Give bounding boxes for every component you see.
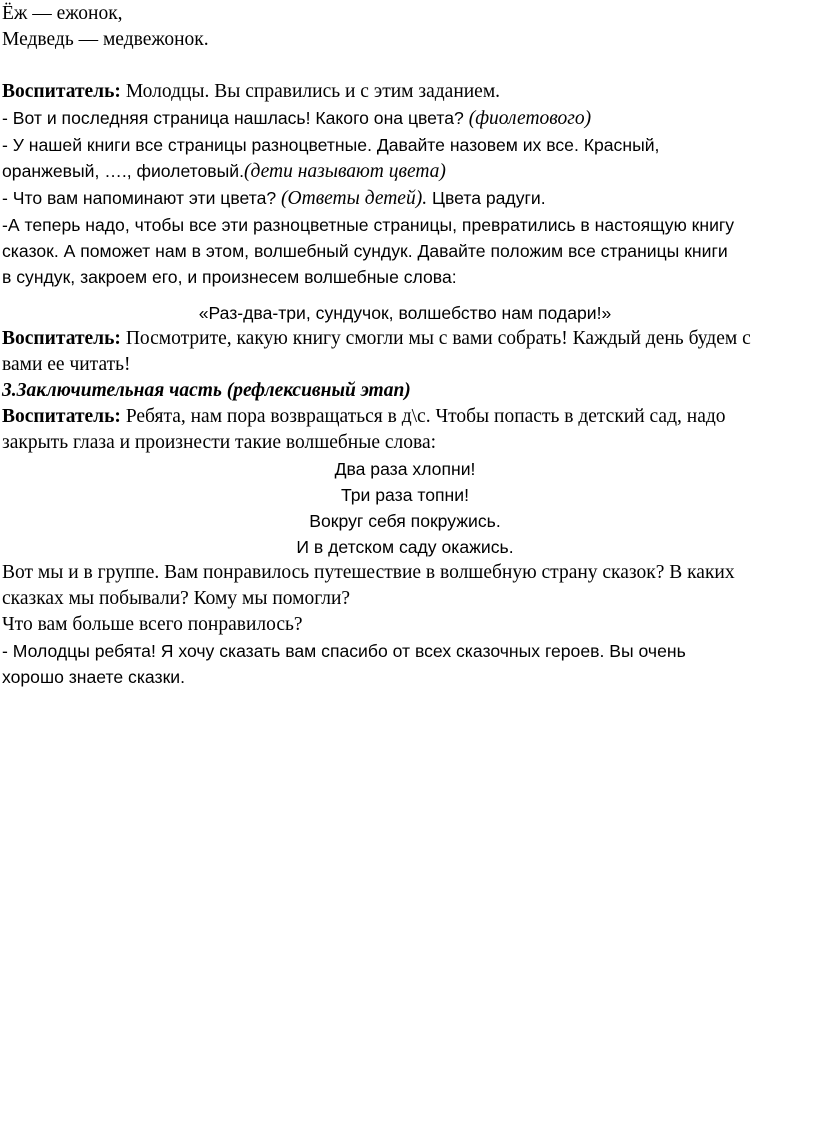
text-fragment: Молодцы. Вы справились и с этим заданием. (120, 81, 501, 102)
speaker-label: Воспитатель: (2, 406, 121, 427)
text-fragment: - Вот и последняя страница нашлась! Какого она цвета? (2, 108, 469, 128)
text-line (2, 326, 808, 352)
text-line (2, 404, 808, 430)
text-fragment: Цвета радуги. (427, 188, 546, 208)
speaker-label: Воспитатель: (2, 328, 121, 349)
text-line: сказках мы побывали? Кому мы помогли? (2, 588, 351, 609)
italic-note: (дети называют цвета) (244, 161, 446, 182)
poem-line: Вокруг себя покружись. (309, 511, 501, 531)
text-line: Вот мы и в группе. Вам понравилось путешествие в волшебную страну сказок? В каких (2, 562, 735, 583)
text-line (2, 79, 808, 105)
poem-line: И в детском саду окажись. (296, 537, 514, 557)
poem-line: Три раза топни! (341, 485, 469, 505)
text-line (2, 158, 808, 185)
text-line: хорошо знаете сказки. (2, 667, 185, 687)
poem-line: Два раза хлопни! (334, 459, 476, 479)
text-line: в сундук, закроем его, и произнесем волшебные слова: (2, 267, 457, 287)
text-line: сказок. А поможет нам в этом, волшебный сундук. Давайте положим все страницы книги (2, 241, 728, 261)
text-line (2, 185, 808, 212)
text-line: - Молодцы ребята! Я хочу сказать вам спасибо от всех сказочных героев. Вы очень (2, 641, 686, 661)
text-fragment: Ребята, нам пора возвращаться в д\с. Чтобы попасть в детский сад, надо (120, 406, 726, 427)
text-line: вами ее читать! (2, 354, 131, 375)
text-line: Ёж — ежонок, (2, 3, 123, 24)
blank-line (2, 53, 808, 79)
magic-words-line: «Раз-два-три, сундучок, волшебство нам подари!» (198, 303, 612, 323)
text-line (2, 105, 808, 132)
text-line: - У нашей книги все страницы разноцветные. Давайте назовем их все. Красный, (2, 135, 660, 155)
text-line: закрыть глаза и произнести такие волшебные слова: (2, 432, 437, 453)
section-heading: 3.Заключительная часть (рефлексивный этап) (2, 380, 411, 401)
text-line: -А теперь надо, чтобы все эти разноцветные страницы, превратились в настоящую книгу (2, 215, 735, 235)
italic-note: (Ответы детей). (281, 188, 428, 209)
text-line: Что вам больше всего понравилось? (2, 614, 303, 635)
speaker-label: Воспитатель: (2, 81, 121, 102)
italic-note: (фиолетового) (468, 108, 592, 129)
text-fragment: - Что вам напоминают эти цвета? (2, 188, 282, 208)
text-fragment: оранжевый, …., фиолетовый. (2, 161, 244, 181)
text-line: Медведь — медвежонок. (2, 29, 209, 50)
text-fragment: Посмотрите, какую книгу смогли мы с вами собрать! Каждый день будем с (120, 328, 751, 349)
